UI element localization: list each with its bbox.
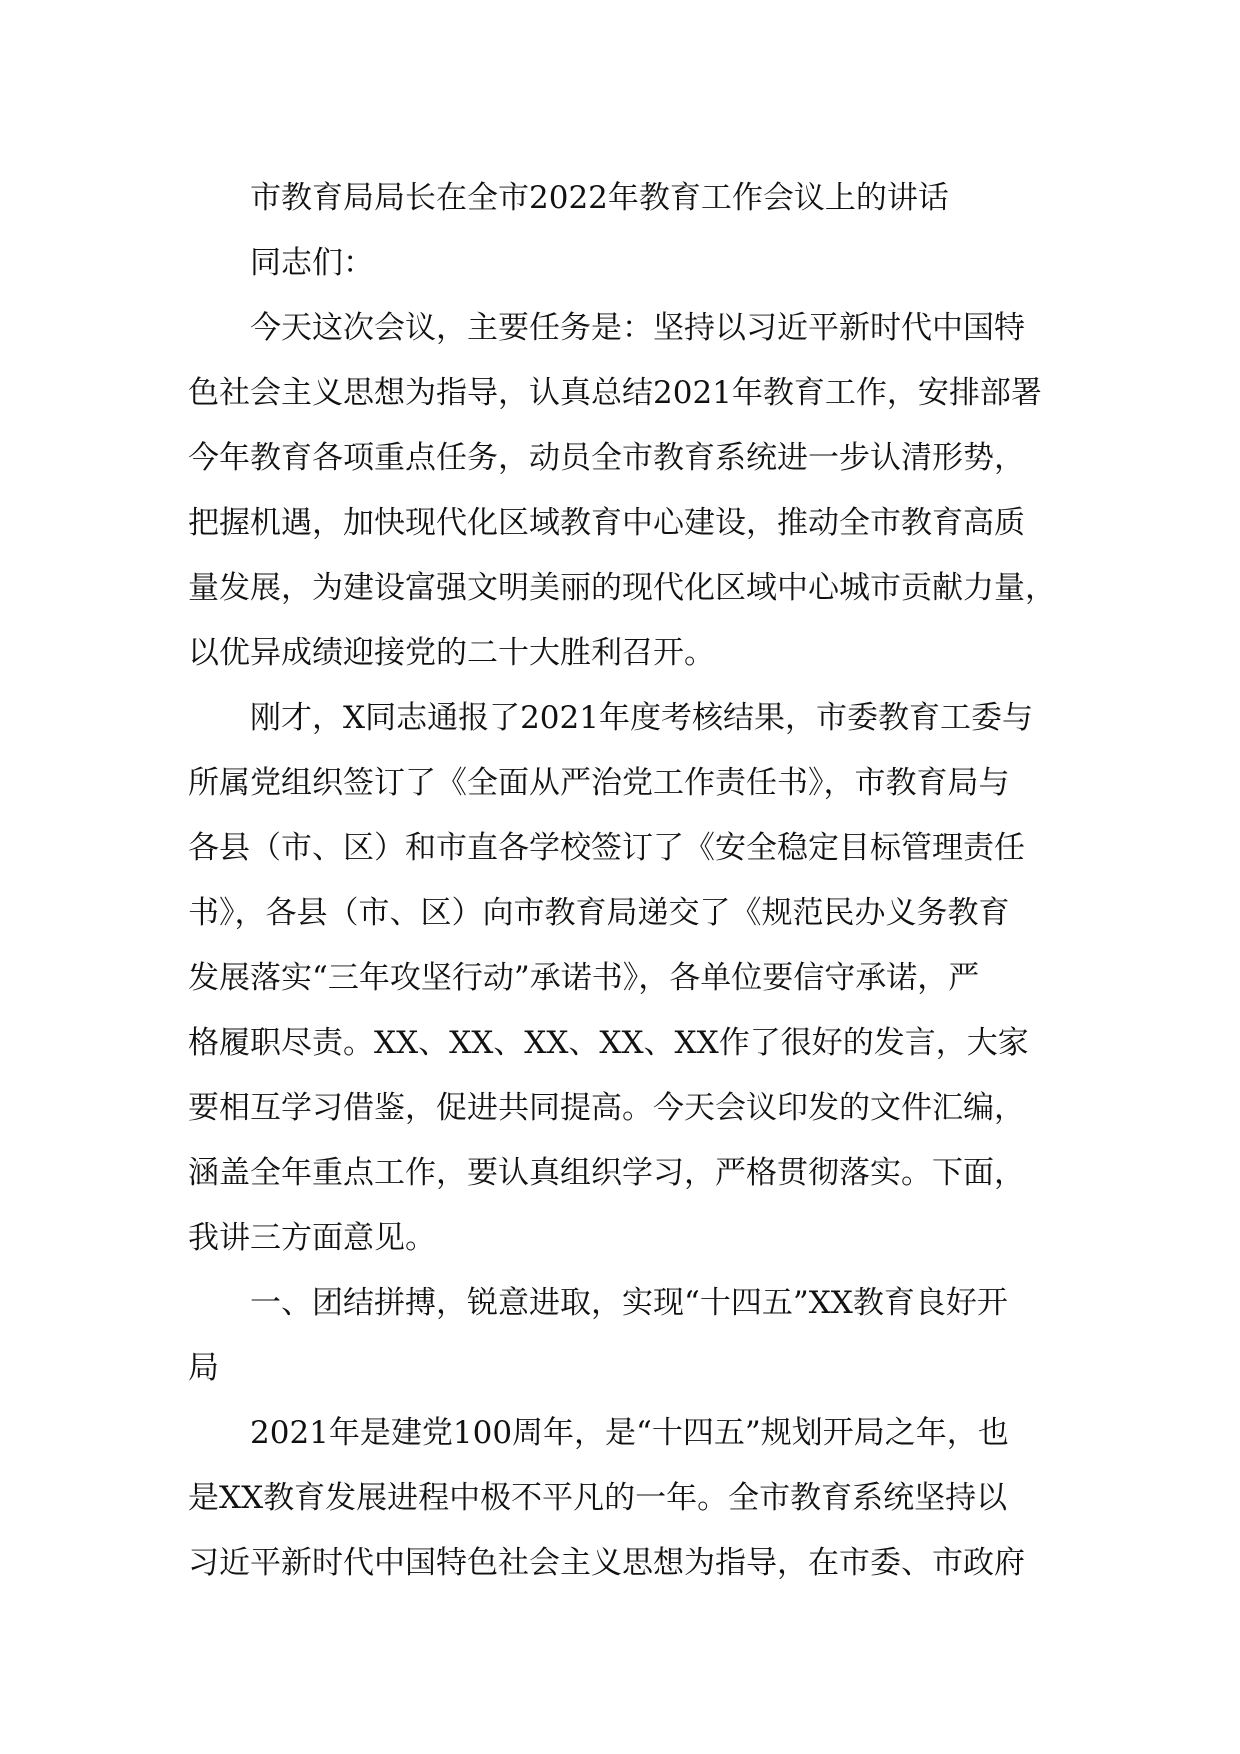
paragraph-line: 今天这次会议，主要任务是：坚持以习近平新时代中国特 [250, 310, 1025, 346]
paragraph-line: 所属党组织签订了《全面从严治党工作责任书》，市教育局与 [188, 765, 1010, 801]
paragraph-line: 各县（市、区）和市直各学校签订了《安全稳定目标管理责任 [188, 830, 1025, 866]
paragraph-line: 习近平新时代中国特色社会主义思想为指导，在市委、市政府 [188, 1545, 1025, 1581]
paragraph-line: 今年教育各项重点任务，动员全市教育系统进一步认清形势， [188, 440, 1025, 476]
paragraph-line: 发展落实“三年攻坚行动”承诺书》，各单位要信守承诺，严 [188, 960, 980, 996]
paragraph-line: 刚才，X同志通报了2021年度考核结果，市委教育工委与 [250, 700, 1033, 736]
document-title: 市教育局局长在全市2022年教育工作会议上的讲话 [250, 180, 949, 216]
paragraph-line: 量发展，为建设富强文明美丽的现代化区域中心城市贡献力量， [188, 570, 1056, 606]
paragraph-line: 是XX教育发展进程中极不平凡的一年。全市教育系统坚持以 [188, 1480, 1008, 1516]
paragraph-2 [188, 686, 1088, 1271]
paragraph-1 [188, 296, 1088, 686]
paragraph-line: 色社会主义思想为指导，认真总结2021年教育工作，安排部署 [188, 375, 1042, 411]
paragraph-line: 2021年是建党100周年，是“十四五”规划开局之年，也 [250, 1415, 1009, 1451]
section-heading-1 [188, 1271, 1088, 1401]
paragraph-line: 涵盖全年重点工作，要认真组织学习，严格贯彻落实。下面， [188, 1155, 1025, 1191]
paragraph-3 [188, 1401, 1088, 1596]
paragraph-line: 格履职尽责。XX、XX、XX、XX、XX作了很好的发言，大家 [188, 1025, 1029, 1061]
paragraph-line: 以优异成绩迎接党的二十大胜利召开。 [188, 635, 715, 671]
greeting: 同志们： [250, 245, 374, 281]
paragraph-line: 书》，各县（市、区）向市教育局递交了《规范民办义务教育 [188, 895, 1010, 931]
document-body [188, 166, 1088, 1596]
paragraph-line: 我讲三方面意见。 [188, 1220, 436, 1256]
heading-line: 一、团结拼搏，锐意进取，实现“十四五”XX教育良好开 [250, 1285, 1008, 1321]
paragraph-line: 要相互学习借鉴，促进共同提高。今天会议印发的文件汇编， [188, 1090, 1025, 1126]
heading-line: 局 [188, 1350, 219, 1386]
paragraph-line: 把握机遇，加快现代化区域教育中心建设，推动全市教育高质 [188, 505, 1025, 541]
